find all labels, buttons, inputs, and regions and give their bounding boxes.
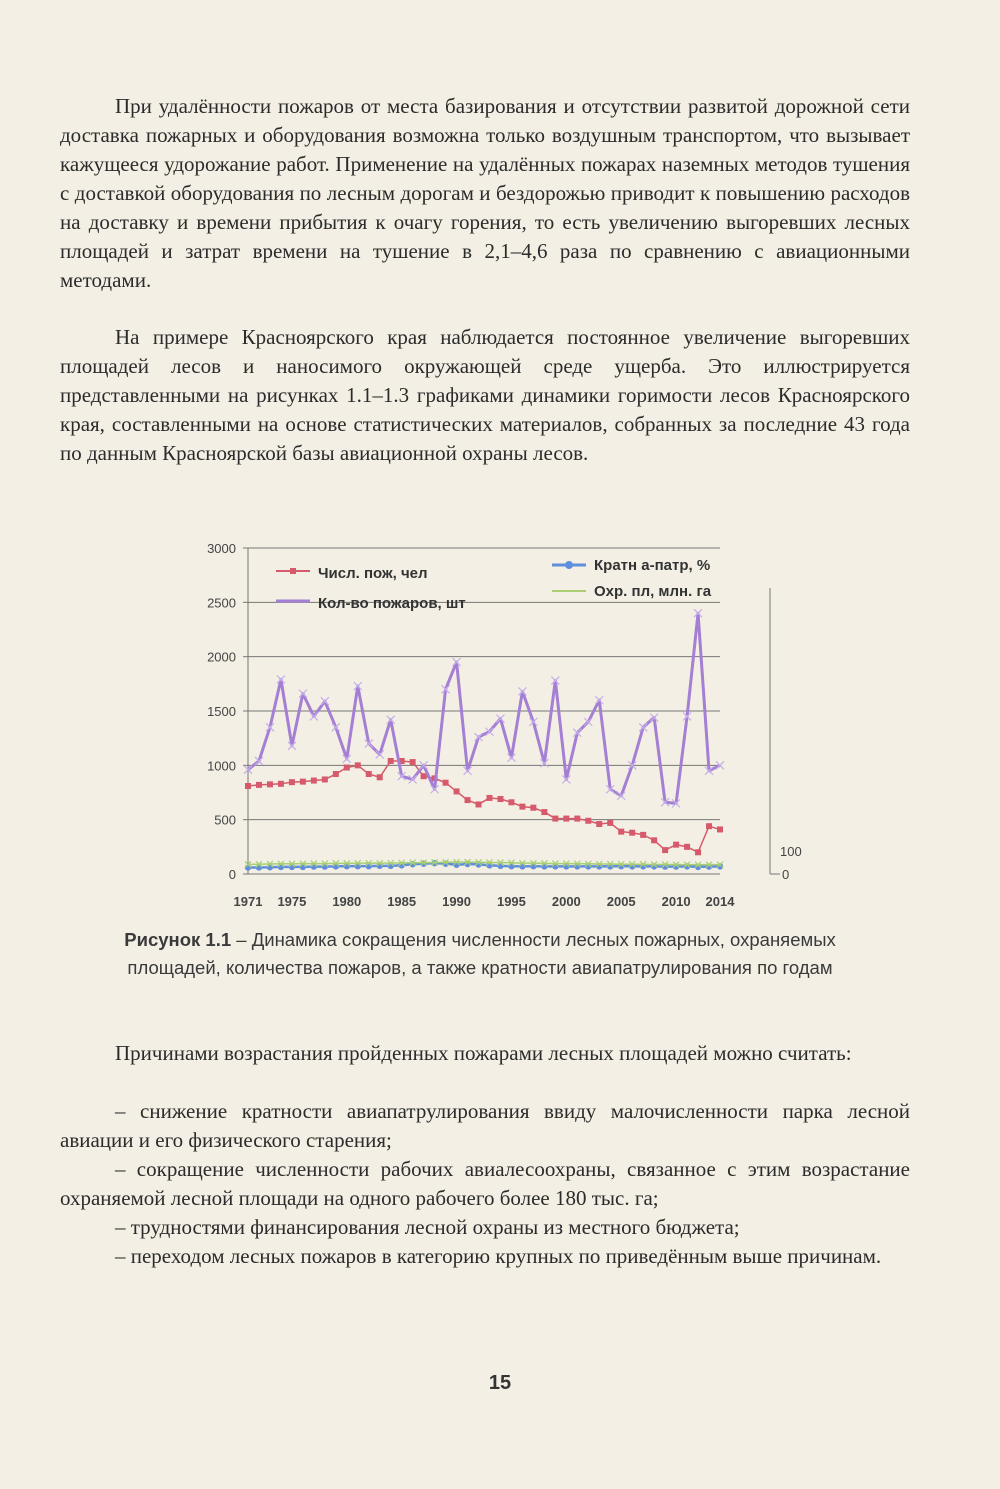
data-point-firefighters-2008: [651, 837, 657, 843]
data-point-patrol-1975: [289, 864, 295, 870]
data-point-firefighters-2001: [574, 816, 580, 822]
legend-marker-patrol: [565, 561, 573, 569]
secondary-tick-label: 100: [780, 844, 802, 859]
data-point-firefighters-1998: [541, 809, 547, 815]
y-tick-label: 2000: [207, 649, 236, 665]
data-point-firefighters-1979: [333, 771, 339, 777]
legend-label-patrol: Кратн а-патр, %: [594, 557, 711, 574]
x-tick-label: 1990: [442, 894, 472, 909]
data-point-firefighters-2007: [640, 832, 646, 838]
legend-label-area: Охр. пл, млн. га: [594, 583, 712, 600]
data-point-firefighters-1971: [245, 783, 251, 789]
caption-text: – Динамика сокращения численности лесных пожарных, охраняемых площадей, количества пожаров, а также кратности авиапатрулирования по годам: [127, 929, 836, 978]
y-tick-label: 500: [214, 812, 236, 828]
page-number: 15: [488, 1372, 512, 1394]
series-line-fires: [248, 613, 720, 803]
data-point-firefighters-2014: [717, 826, 723, 832]
x-tick-label: 1995: [496, 894, 526, 909]
data-point-firefighters-2013: [706, 823, 712, 829]
y-tick-label: 2500: [207, 595, 236, 611]
paragraph-2: На примере Красноярского края наблюдается постоянное увеличение выгоревших площадей лесов и наносимого окружающей среде ущерба. Это иллюстрируется представленными на рисунках 1.1–1.3 графиками динамики горимости лесов Красноярского края, составленными на основе статистических материалов, собранных за последние 43 года по данным Красноярской базы авиационной охраны лесов.: [60, 325, 910, 465]
data-point-firefighters-1973: [267, 781, 273, 787]
data-point-firefighters-1975: [289, 779, 295, 785]
data-point-firefighters-2006: [629, 830, 635, 836]
series-line-firefighters: [248, 761, 720, 852]
data-point-firefighters-1974: [278, 781, 284, 787]
x-tick-label: 2014: [705, 894, 735, 909]
fire-dynamics-chart: [180, 528, 820, 918]
reasons-list: [60, 1097, 910, 1271]
x-tick-label: 1980: [332, 894, 362, 909]
data-point-patrol-1973: [267, 864, 273, 870]
data-point-patrol-1995: [508, 863, 514, 869]
data-point-firefighters-2012: [695, 849, 701, 855]
data-point-firefighters-1989: [443, 780, 449, 786]
data-point-firefighters-1986: [410, 759, 416, 765]
data-point-firefighters-2004: [607, 820, 613, 826]
data-point-firefighters-1992: [476, 801, 482, 807]
data-point-firefighters-2011: [684, 844, 690, 850]
data-point-patrol-1994: [497, 863, 503, 869]
paragraph-1: При удалённости пожаров от места базирования и отсутствии развитой дорожной сети доставка пожарных и оборудования возможна только воздушным транспортом, что вызывает кажущееся удорожание работ. Применение на удалённых пожарах наземных методов тушения с доставкой оборудования по лесным дорогам и бездорожью приводит к повышению расходов на доставку и времени прибытия к очагу горения, то есть увеличению выгоревших лесных площадей и затрат времени на тушение в 2,1–4,6 раза по сравнению с авиационными методами.: [60, 94, 910, 292]
data-point-firefighters-1983: [377, 774, 383, 780]
data-point-firefighters-1991: [465, 797, 471, 803]
list-item: – сокращение численности рабочих авиалесоохраны, связанное с этим возрастание охраняемой лесной площади на одного рабочего более 180 тыс. га;: [60, 1157, 910, 1210]
data-point-firefighters-1990: [454, 788, 460, 794]
data-point-firefighters-1994: [497, 796, 503, 802]
data-point-firefighters-1996: [519, 804, 525, 810]
data-point-firefighters-2002: [585, 818, 591, 824]
secondary-tick-label: 0: [782, 867, 790, 882]
data-point-patrol-1987: [420, 860, 426, 866]
data-point-firefighters-1976: [300, 779, 306, 785]
legend-label-firefighters: Числ. пож, чел: [318, 565, 428, 582]
data-point-firefighters-1995: [508, 799, 514, 805]
x-tick-label: 1975: [277, 894, 307, 909]
x-tick-label: 2005: [606, 894, 636, 909]
caption-lead: Рисунок 1.1: [124, 929, 232, 950]
y-tick-label: 0: [228, 867, 236, 882]
chart-legend: [276, 557, 712, 612]
chart-series: [244, 609, 724, 870]
y-tick-label: 3000: [207, 541, 236, 556]
data-point-firefighters-1993: [486, 795, 492, 801]
data-point-patrol-1976: [300, 864, 306, 870]
list-item: – снижение кратности авиапатрулирования ввиду малочисленности парка лесной авиации и его физического старения;: [60, 1099, 910, 1152]
x-tick-label: 1971: [233, 894, 263, 909]
x-tick-label: 2010: [661, 894, 691, 909]
data-point-patrol-1972: [256, 864, 262, 870]
figure-caption: [100, 926, 860, 982]
data-point-patrol-1996: [519, 863, 525, 869]
data-point-firefighters-1984: [388, 758, 394, 764]
legend-marker-firefighters: [290, 568, 296, 574]
data-point-firefighters-1977: [311, 778, 317, 784]
paragraph-3: Причинами возрастания пройденных пожарами лесных площадей можно считать:: [115, 1041, 852, 1065]
data-point-firefighters-2009: [662, 847, 668, 853]
data-point-firefighters-2003: [596, 821, 602, 827]
data-point-firefighters-2005: [618, 829, 624, 835]
x-tick-label: 2000: [551, 894, 581, 909]
data-point-firefighters-1980: [344, 765, 350, 771]
data-point-firefighters-1982: [366, 771, 372, 777]
x-tick-label: 1985: [387, 894, 417, 909]
list-item: – трудностями финансирования лесной охраны из местного бюджета;: [115, 1215, 740, 1239]
data-point-firefighters-1997: [530, 805, 536, 811]
y-tick-label: 1000: [207, 758, 236, 774]
data-point-firefighters-1972: [256, 782, 262, 788]
data-point-firefighters-1999: [552, 816, 558, 822]
list-item: – переходом лесных пожаров в категорию крупных по приведённым выше причинам.: [115, 1244, 882, 1268]
data-point-firefighters-2000: [563, 816, 569, 822]
data-point-firefighters-1978: [322, 776, 328, 782]
legend-label-fires: Кол-во пожаров, шт: [318, 595, 466, 612]
data-point-firefighters-1987: [421, 773, 427, 779]
data-point-patrol-1974: [278, 864, 284, 870]
data-point-firefighters-1981: [355, 762, 361, 768]
data-point-firefighters-2010: [673, 842, 679, 848]
y-tick-label: 1500: [207, 704, 236, 719]
